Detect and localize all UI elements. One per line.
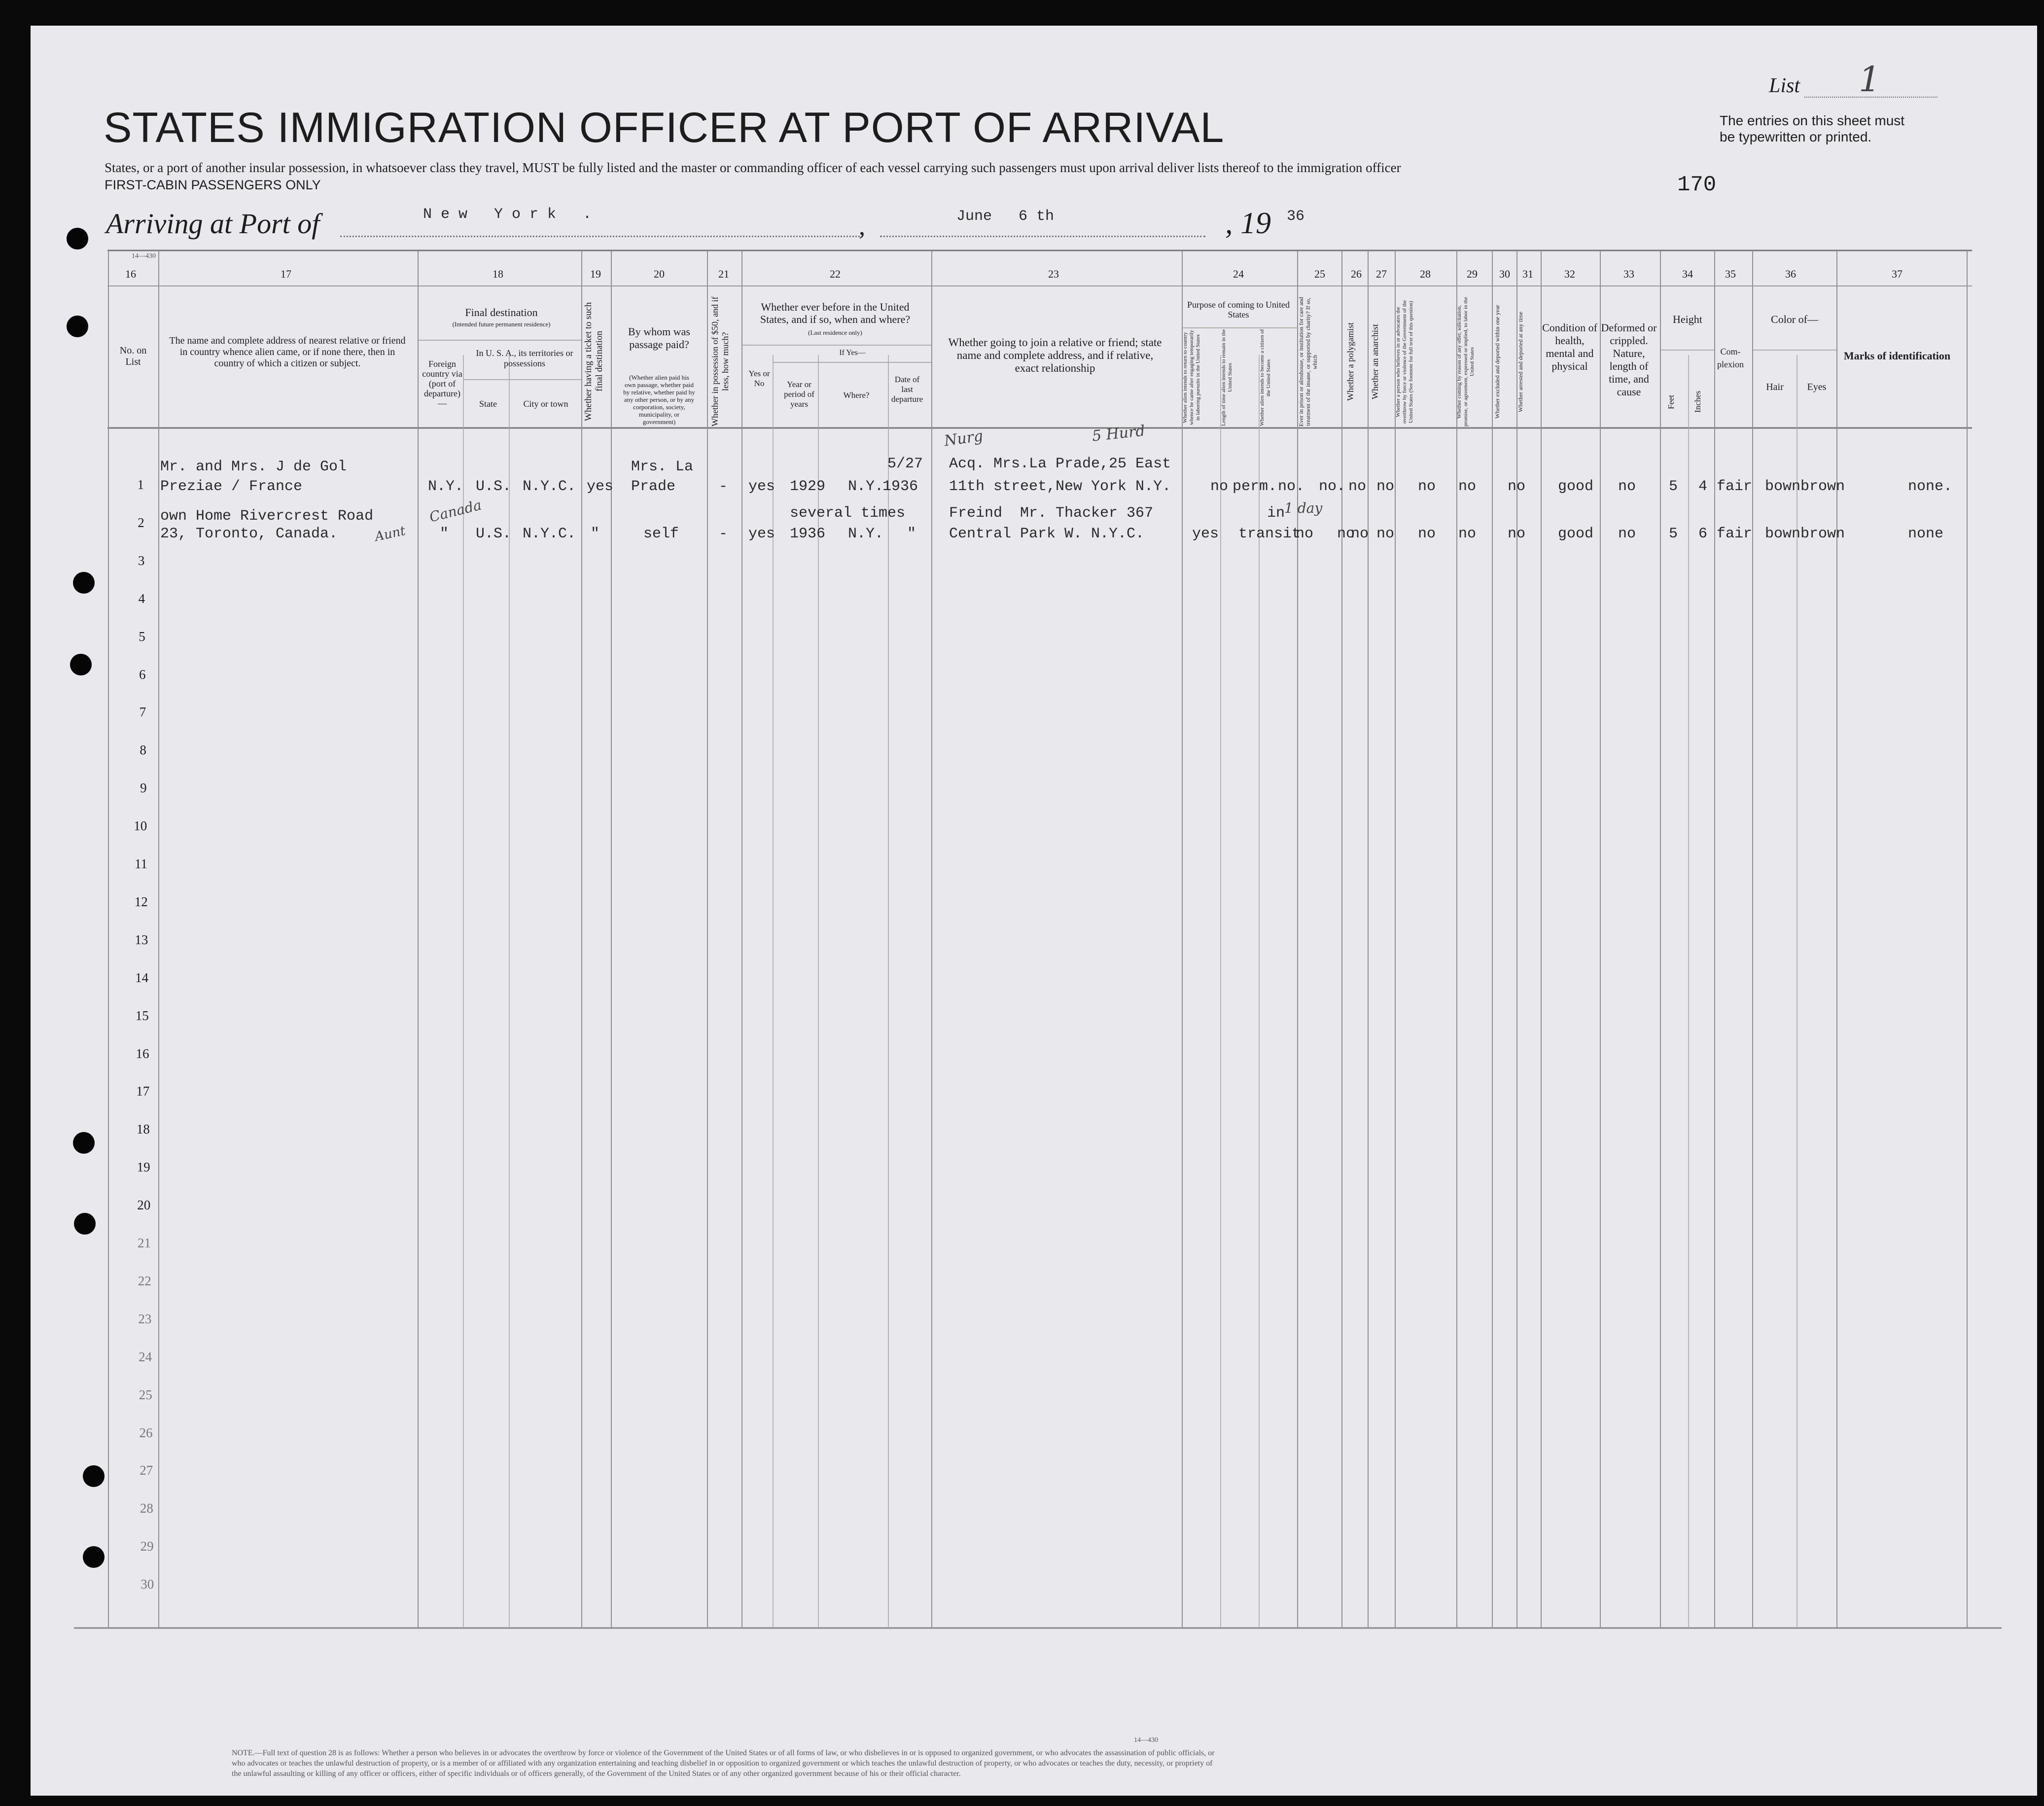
header-city: City or town <box>523 399 568 409</box>
date-line <box>880 236 1205 237</box>
header-yes-or-no: Yes or No <box>748 369 770 388</box>
row2-arrested: no <box>1508 526 1526 542</box>
row2-intend-return: yes <box>1192 526 1219 542</box>
col-num-29: 29 <box>1467 268 1478 280</box>
col-num-22: 22 <box>830 268 841 280</box>
row1-hair: bown <box>1765 478 1801 495</box>
row2-relative-line1: own Home Rivercrest Road <box>160 508 374 525</box>
row2-offer: no <box>1458 526 1477 542</box>
row2-money: - <box>719 526 728 542</box>
header-marks: Marks of identification <box>1843 350 1951 362</box>
header-height: Height <box>1673 313 1702 325</box>
row1-departure-top: 5/27 <box>887 456 923 472</box>
header-anarchist: Whether an anarchist <box>1370 324 1380 400</box>
col-num-25: 25 <box>1314 268 1325 280</box>
header-arrested: Whether arrested and deported at any time <box>1517 312 1524 412</box>
row-number: 14 <box>135 970 149 985</box>
header-no-on-list: No. on List <box>119 345 147 367</box>
row1-feet: 5 <box>1669 478 1678 495</box>
row-number: 2 <box>138 515 144 530</box>
row1-state: U.S. <box>476 478 512 495</box>
header-color-of: Color of— <box>1771 313 1818 325</box>
row2-overthrow: no <box>1418 526 1436 542</box>
header-excluded: Whether excluded and deported within one year <box>1494 305 1501 419</box>
header-complexion: Com-plexion <box>1717 347 1744 369</box>
row1-foreign: N.Y. <box>428 478 464 495</box>
year-value: 36 <box>1287 208 1305 225</box>
header-ever-before: Whether ever before in the United States, and if so, when and where? <box>760 301 911 325</box>
header-going-to-join: Whether going to join a relative or friend; state name and complete address, and if relative, exact relationship <box>948 336 1162 374</box>
row1-years: 1929 <box>790 478 826 495</box>
row2-state: U.S. <box>476 526 512 542</box>
header-hair: Hair <box>1766 382 1784 392</box>
row-number: 22 <box>138 1273 151 1288</box>
header-in-usa: In U. S. A., its territories or possessions <box>476 348 573 368</box>
header-state: State <box>479 399 497 409</box>
row1-relative-line2: Preziae / France <box>160 478 303 495</box>
row-number: 12 <box>134 894 148 909</box>
row2-prison: no <box>1337 526 1355 542</box>
row-number: 15 <box>135 1008 149 1023</box>
row2-foreign: " <box>440 526 449 542</box>
row-number: 25 <box>139 1387 152 1402</box>
row1-deformed: no <box>1618 478 1636 495</box>
col-num-17: 17 <box>281 268 291 280</box>
header-inches: Inches <box>1693 390 1702 413</box>
col-num-32: 32 <box>1564 268 1575 280</box>
row2-complexion: fair <box>1717 526 1753 542</box>
header-purpose: Purpose of coming to United States <box>1187 300 1290 319</box>
comma: , <box>859 212 865 241</box>
page-title: STATES IMMIGRATION OFFICER AT PORT OF ARRIVAL <box>104 104 1225 151</box>
col-num-21: 21 <box>718 268 729 280</box>
row1-offer: no <box>1458 478 1477 495</box>
row-number: 18 <box>136 1122 150 1137</box>
row2-citizen: no <box>1296 526 1314 542</box>
header-polygamist: Whether a polygamist <box>1345 322 1355 401</box>
port-value: N e w Y o r k . <box>423 206 592 223</box>
row1-join-line2: 11th street,New York N.Y. <box>949 478 1171 495</box>
row2-join-line1: Freind Mr. Thacker 367 <box>949 505 1154 522</box>
header-relative: The name and complete address of nearest relative or friend in country whence alien came, or if none there, then in country of which a citizen or subject. <box>169 335 406 369</box>
row1-join-annotation2: 5 Hurd <box>1091 422 1146 445</box>
row1-health: good <box>1558 478 1594 495</box>
col-num-31: 31 <box>1522 268 1533 280</box>
col-num-24: 24 <box>1233 268 1244 280</box>
col-num-35: 35 <box>1725 268 1736 280</box>
arriving-label: Arriving at Port of <box>106 208 320 240</box>
row2-length-top: in <box>1267 505 1285 522</box>
row1-marks: none. <box>1908 478 1953 495</box>
row1-join-line1: Acq. Mrs.La Prade,25 East <box>949 456 1171 472</box>
header-overthrow: Whether a person who believes in or advocates the overthrow by force or violence of the Government of the United States (See footnote for full text of this question) <box>1395 300 1414 424</box>
row1-money: - <box>719 478 728 495</box>
list-label: List <box>1769 74 1800 97</box>
row-number: 7 <box>139 705 146 720</box>
row2-foreign-annotation: Canada <box>427 496 483 526</box>
row1-citizen: no. <box>1278 478 1305 495</box>
row2-city: N.Y.C. <box>523 526 576 542</box>
row-number: 26 <box>139 1425 153 1440</box>
row2-years: 1936 <box>790 526 826 542</box>
header-become-citizen: Whether alien intends to become a citizen of the United States <box>1259 329 1271 426</box>
row-number: 23 <box>138 1311 152 1326</box>
col-num-23: 23 <box>1048 268 1059 280</box>
row2-anarchist: no <box>1376 526 1395 542</box>
row2-hair: bown <box>1765 526 1801 542</box>
row2-polygamist: no <box>1351 526 1369 542</box>
row1-join-annotation: Nurg <box>943 427 985 450</box>
row-number: 9 <box>140 780 147 796</box>
row-number: 8 <box>140 743 146 758</box>
row-number: 30 <box>141 1577 154 1592</box>
header-prison: Ever in prison or almshouse, or institution for care and treatment of the insane, or supported by charity? If so, which <box>1298 297 1318 427</box>
row-number: 27 <box>140 1463 153 1478</box>
row2-before: yes <box>748 526 775 542</box>
row1-prison: no. <box>1319 478 1346 495</box>
row-number: 20 <box>137 1198 151 1213</box>
header-eyes: Eyes <box>1807 382 1827 392</box>
row-number: 4 <box>138 591 145 606</box>
col-num-18: 18 <box>493 268 503 280</box>
row1-arrested: no <box>1508 478 1526 495</box>
row2-years-top: several times <box>790 505 906 522</box>
row1-ticket: yes <box>587 478 614 495</box>
row-number: 6 <box>139 667 146 682</box>
row1-eyes: brown <box>1800 478 1845 495</box>
row2-relative-line2: 23, Toronto, Canada. <box>160 526 338 542</box>
row-number: 21 <box>138 1236 151 1250</box>
row-number: 16 <box>136 1046 149 1061</box>
row1-length: perm. <box>1233 478 1277 495</box>
row-number: 17 <box>136 1084 150 1099</box>
header-deformed: Deformed or crippled. Nature, length of time, and cause <box>1601 321 1657 398</box>
footnote-form-number: 14—430 <box>1134 1736 1158 1744</box>
row-number: 29 <box>140 1539 154 1554</box>
form-number: 14—430 <box>132 252 156 260</box>
header-year-or-period: Year or period of years <box>784 380 814 409</box>
row1-complexion: fair <box>1717 478 1753 495</box>
row-number: 1 <box>137 477 144 492</box>
entries-note: The entries on this sheet must be typewritten or printed. <box>1720 113 1905 144</box>
row2-eyes: brown <box>1800 526 1845 542</box>
header-fifty-dollars: Whether in possession of $50, and if less, how much? <box>710 296 730 426</box>
row2-length: transit <box>1238 526 1301 542</box>
col-num-33: 33 <box>1623 268 1634 280</box>
row2-marks: none <box>1908 526 1944 542</box>
row1-paid-line2: Prade <box>631 478 676 495</box>
row1-anarchist: no <box>1376 478 1395 495</box>
col-num-16: 16 <box>125 268 136 280</box>
header-passage-paid: By whom was passage paid? <box>628 325 690 351</box>
row1-city: N.Y.C. <box>523 478 576 495</box>
row1-where: N.Y. <box>848 478 884 495</box>
header-ticket: Whether having a ticket to such final destination <box>583 302 604 421</box>
row-number: 28 <box>140 1501 153 1516</box>
row1-departure: 1936 <box>882 478 918 495</box>
list-underline <box>1804 97 1938 98</box>
header-passage-paid-sub: (Whether alien paid his own passage, whether paid by relative, whether paid by any other person, or by any corporation, society, municipality, or government) <box>623 374 695 425</box>
header-feet: Feet <box>1666 394 1676 409</box>
row1-intend-return: no <box>1210 478 1229 495</box>
row-number: 3 <box>138 553 145 568</box>
row1-overthrow: no <box>1418 478 1436 495</box>
col-num-28: 28 <box>1420 268 1431 280</box>
row-number: 19 <box>137 1160 150 1175</box>
header-foreign-country: Foreign country via (port of departure)— <box>422 359 462 408</box>
row-number: 11 <box>135 856 147 871</box>
row2-feet: 5 <box>1669 526 1678 542</box>
col-num-27: 27 <box>1376 268 1387 280</box>
row1-paid-line1: Mrs. La <box>631 459 694 475</box>
row-number: 10 <box>134 818 147 834</box>
row2-join-line2: Central Park W. N.Y.C. <box>949 526 1145 542</box>
row1-polygamist: no <box>1348 478 1367 495</box>
header-final-destination-sub: (Intended future permanent residence) <box>452 320 551 328</box>
row2-health: good <box>1558 526 1594 542</box>
col-num-30: 30 <box>1499 268 1510 280</box>
row1-before: yes <box>748 478 775 495</box>
row2-inches: 6 <box>1698 526 1708 542</box>
row-number: 13 <box>135 932 148 947</box>
row2-ticket: " <box>591 526 600 542</box>
date-value: June 6 th <box>956 208 1055 225</box>
header-intend-return: Whether alien intends to return to country whence he came after engaging temporarily in laboring pursuits in the United States <box>1182 330 1201 425</box>
row-number: 24 <box>139 1349 152 1364</box>
row1-inches: 4 <box>1698 478 1708 495</box>
header-if-yes: If Yes— <box>839 349 866 357</box>
footnote: NOTE.—Full text of question 28 is as follows: Whether a person who believes in or advocates the overthrow by force or violence of the Government of the United States or of all forms of law, or who disbelieves in or is opposed to organized government, or who advocates the assassination of public officials, or who advocates or teaches the unlawful destruction of property, or is a member of or affiliated with any organization entertaining and teaching disbelief in or opposition to organized government or which teaches the unlawful destruction of property, or who advocates or teaches the duty, necessity, or propriety of the unlawful assaulting or killing of any officer or officers, either of specific individuals or of officers generally, of the Government of the United States or of any other organized government because of his or their official character. <box>232 1749 1215 1778</box>
col-num-37: 37 <box>1892 268 1903 280</box>
header-health: Condition of health, mental and physical <box>1542 321 1597 372</box>
row-number: 5 <box>139 629 145 644</box>
header-final-destination: Final destination <box>465 306 538 319</box>
col-num-20: 20 <box>654 268 665 280</box>
row2-relative-annotation: Aunt <box>373 523 407 545</box>
header-date-last-departure: Date of last departure <box>891 375 923 404</box>
instruction-note: States, or a port of another insular possession, in whatsoever class they travel, MUST be fully listed and the master or commanding officer of each vessel carrying such passengers must upon arrival deliver lists thereof to the immigration officer <box>105 160 1401 175</box>
row2-deformed: no <box>1618 526 1636 542</box>
list-number: 1 <box>1859 59 1881 100</box>
row2-length-annotation: 1 day <box>1284 500 1323 516</box>
header-offer: Whether coming by reason of any offer, solicitation, promise, or agreement, expressed or implied, to labor in the United States <box>1456 297 1475 427</box>
col-num-34: 34 <box>1682 268 1693 280</box>
header-length-of-time: Length of time alien intends to remain in the United States <box>1221 329 1233 426</box>
col-num-36: 36 <box>1785 268 1796 280</box>
col-num-26: 26 <box>1351 268 1362 280</box>
century-label: , 19 <box>1225 207 1271 240</box>
port-line <box>340 236 863 237</box>
col-num-19: 19 <box>590 268 601 280</box>
row1-relative-line1: Mr. and Mrs. J de Gol <box>160 459 347 475</box>
header-where: Where? <box>843 390 870 400</box>
passenger-class: FIRST-CABIN PASSENGERS ONLY <box>105 177 321 192</box>
row2-where: N.Y. <box>848 526 884 542</box>
row2-paid-line2: self <box>643 526 679 542</box>
sheet-number: 170 <box>1677 173 1717 197</box>
header-ever-before-sub: (Last residence only) <box>808 329 862 336</box>
row2-departure: " <box>907 526 916 542</box>
